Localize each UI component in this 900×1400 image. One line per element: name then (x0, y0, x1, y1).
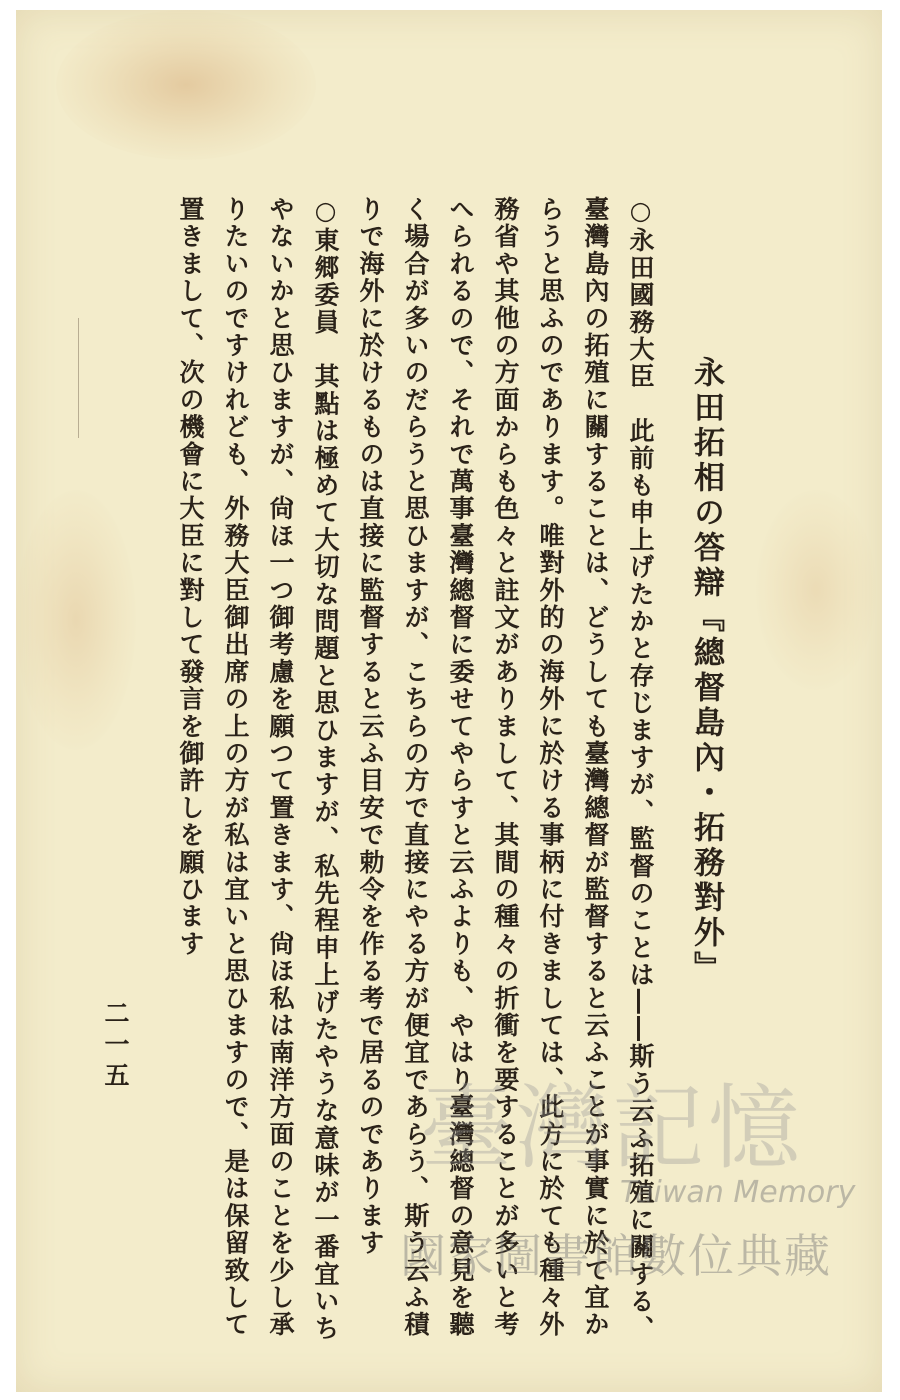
watermark-logo: 臺灣記憶 (420, 1075, 805, 1182)
paper-stain (56, 10, 316, 160)
text-column-3: らうと思ふのであります。唯對外的の海外に於ける事柄に付きましては、此方に於ても種々外 (536, 196, 565, 1339)
text-column-2: 臺灣島內の拓殖に關することは、どうしても臺灣總督が監督すると云ふことが事實に於て宜か (581, 196, 610, 1339)
margin-line (78, 318, 79, 438)
text-column-6: く場合が多いのだらうと思ひますが、こちらの方で直接にやる方が便宜であらう、斯う云ふ積 (401, 196, 430, 1339)
text-column-4: 務省や其他の方面からも色々と註文がありまして、其間の種々の折衝を要することが多いと考 (491, 196, 520, 1339)
paper-stain (756, 490, 876, 690)
section-heading: 永田拓相の答辯『總督島內・拓務對外』 (688, 356, 724, 986)
text-column-11: 置きまして、次の機會に大臣に對して發言を御許しを願ひます (176, 196, 205, 958)
watermark-library: 國家圖書館數位典藏 (400, 1229, 832, 1283)
text-column-10: りたいのですけれども、外務大臣御出席の上の方が私は宜いと思ひますので、是は保留致して (221, 196, 250, 1339)
watermark-english: Taiwan Memory (620, 1175, 856, 1210)
paper-stain (16, 490, 136, 750)
text-column-7: りで海外に於けるものは直接に監督すると云ふ目安で勅令を作る考で居るのであります (356, 196, 385, 1257)
text-column-1: ○永田國務大臣 此前も申上げたかと存じますが、監督のことは――斯う云ふ拓殖に關する、 (626, 196, 655, 1343)
text-column-9: やないかと思ひますが、尙ほ一つ御考慮を願つて置きます、尙ほ私は南洋方面のことを少し承 (266, 196, 295, 1339)
text-column-8: ○東郷委員 其點は極めて大切な問題と思ひますが、私先程申上げたやうな意味が一番宜いち (311, 196, 340, 1343)
text-column-5: へられるので、それで萬事臺灣總督に委せてやらすと云ふよりも、やはり臺灣總督の意見を聽 (446, 196, 475, 1339)
page-number: 二一五 (101, 1000, 130, 1093)
